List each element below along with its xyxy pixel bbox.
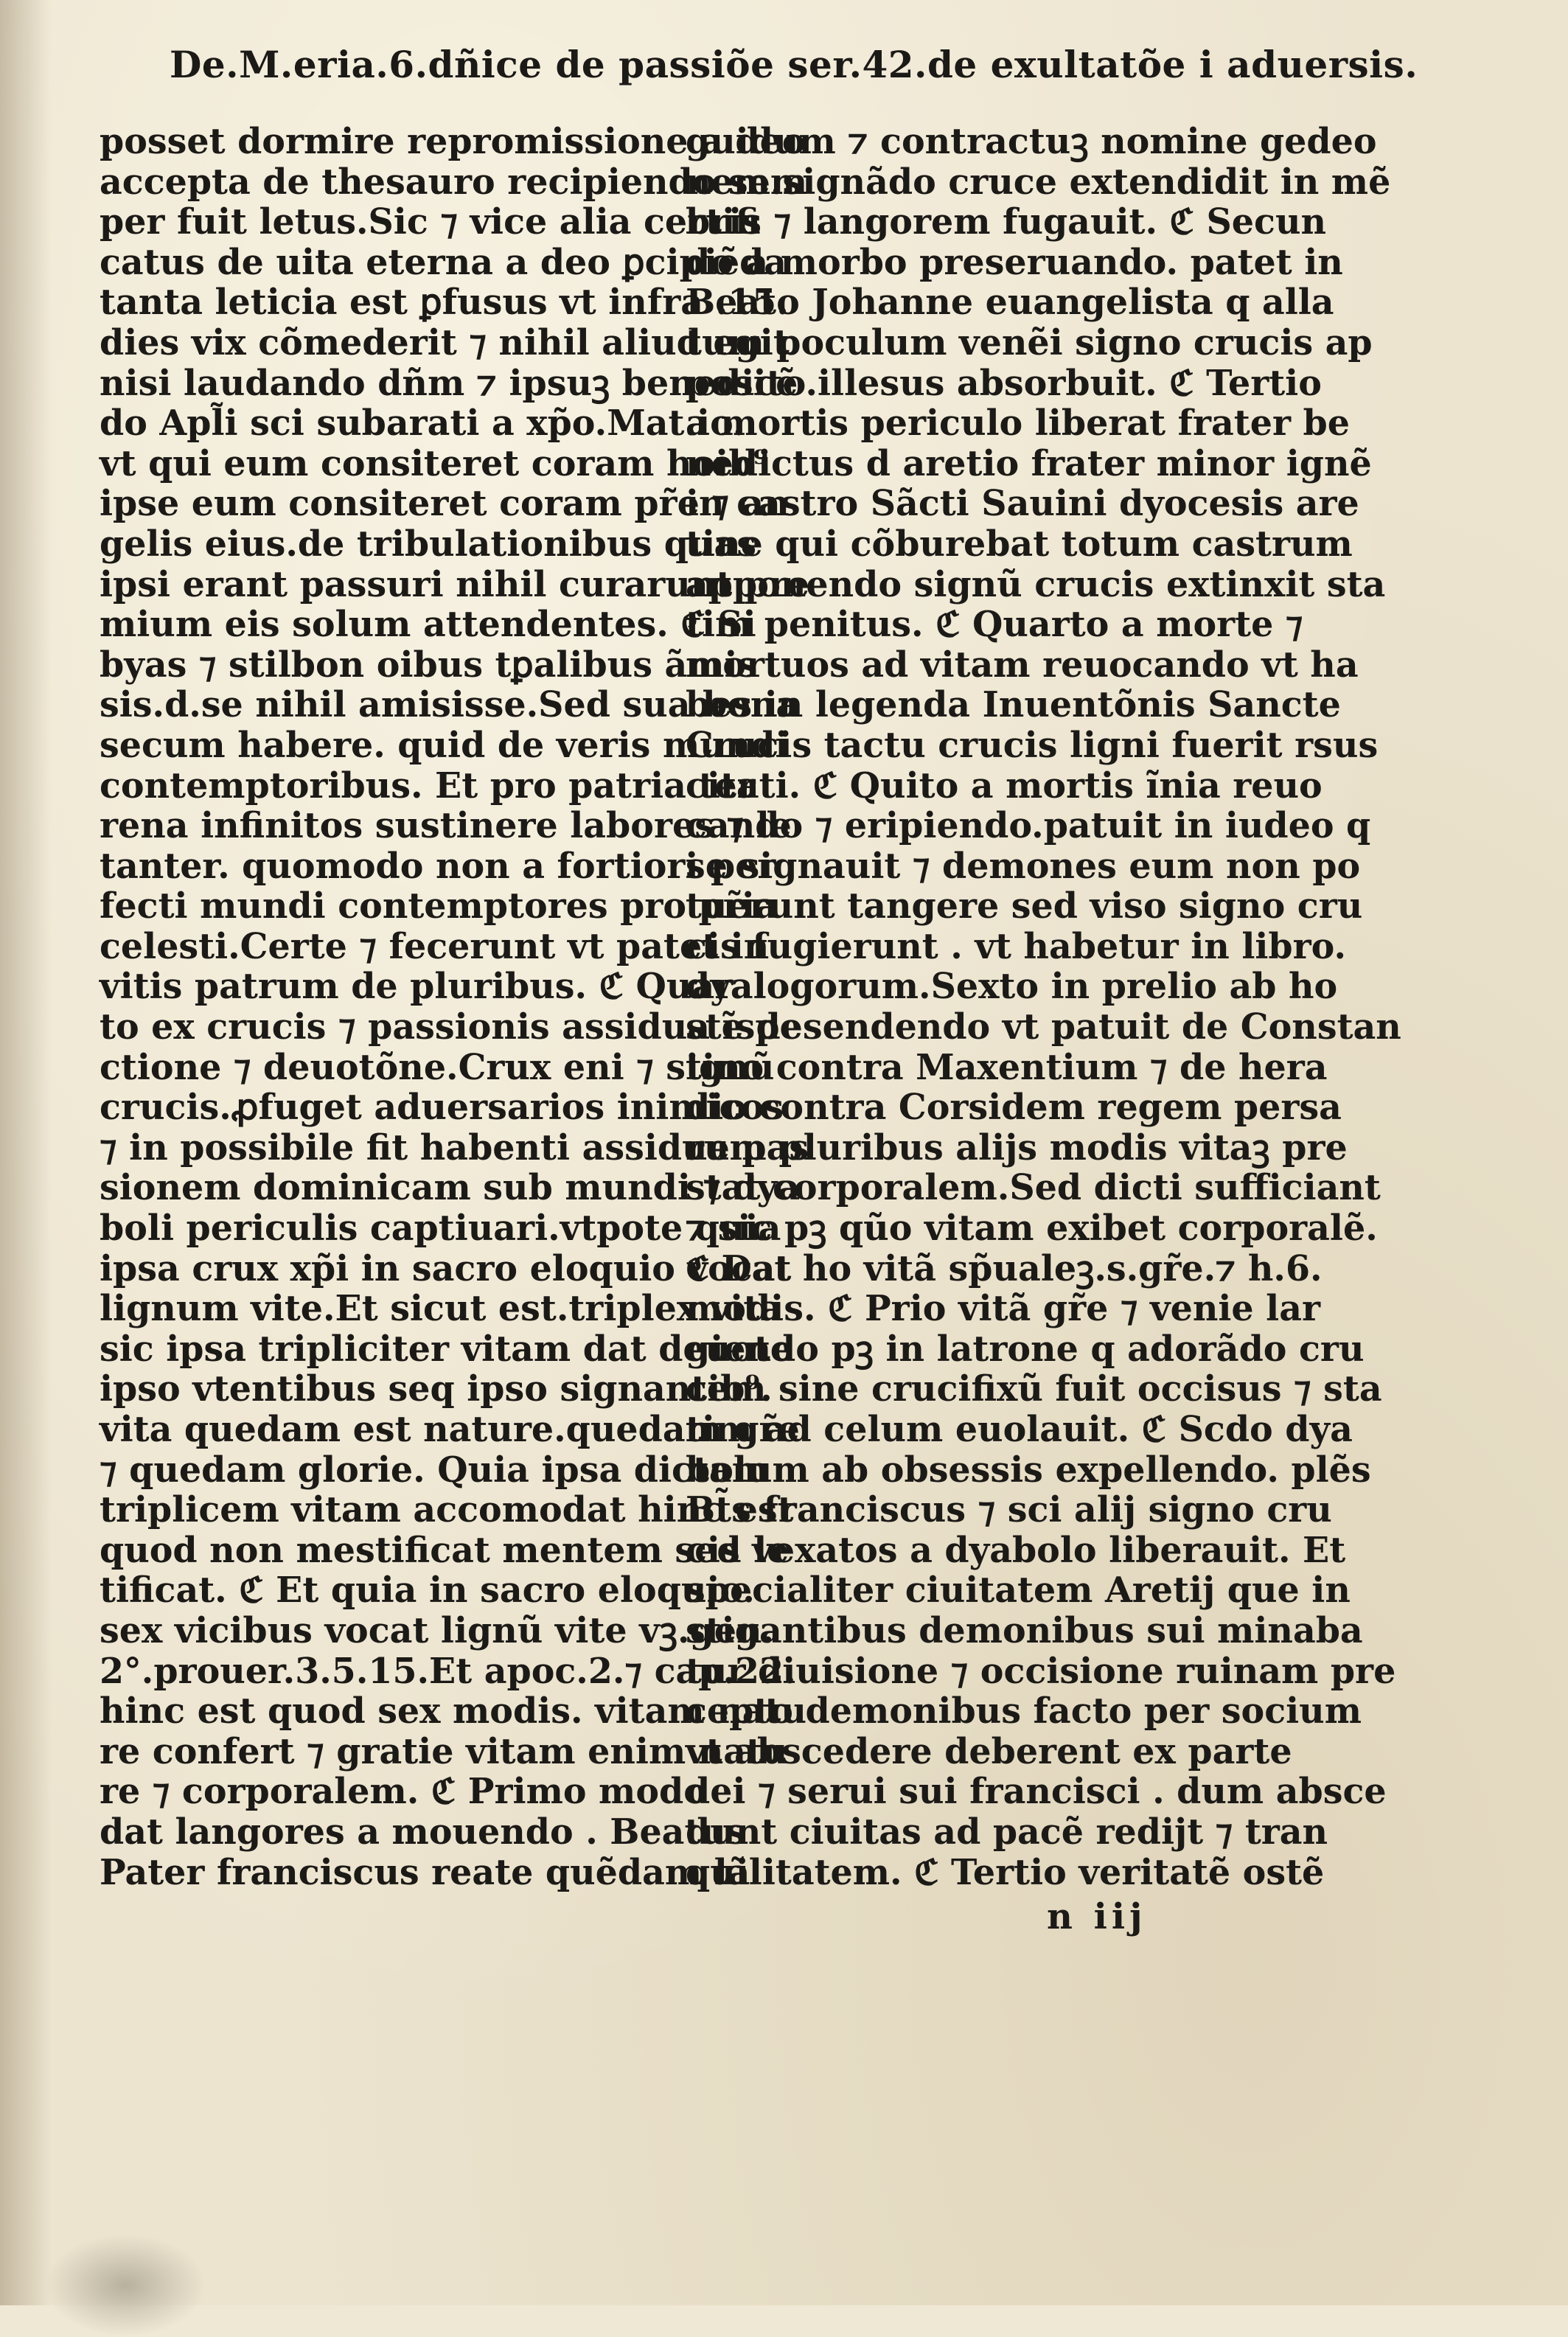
right-column-line: posito.illesus absorbuit. ℭ Tertio bbox=[686, 362, 1322, 404]
left-column-line: nisi laudando dñm ⁊ ipsuꝫ benedicẽ bbox=[100, 362, 798, 404]
right-column-line: cis fugierunt . vt habetur in libro. bbox=[686, 925, 1347, 967]
left-column-line: sionem dominicam sub mundi ⁊ dya bbox=[100, 1167, 801, 1209]
right-column-line: cepto demonibus facto per socium bbox=[686, 1690, 1362, 1732]
left-column-line: posset dormire repromissione a deo bbox=[100, 121, 806, 162]
right-column-line: tum poculum venẽi signo crucis ap bbox=[686, 321, 1373, 363]
right-column-line: bolum ab obsessis expellendo. plẽs bbox=[686, 1449, 1371, 1491]
left-column-line: 2°.prouer.3.5.15.Et apoc.2.⁊ cap.22. bbox=[100, 1650, 796, 1692]
left-text-column bbox=[100, 121, 810, 1893]
right-column-line: ⁊ sic pꝫ qũo vitam exibet corporalẽ. bbox=[686, 1208, 1378, 1250]
right-column-line: nem.signãdo cruce extendidit in mẽ bbox=[686, 161, 1391, 203]
left-column-line: accepta de thesauro recipiendo sem bbox=[100, 161, 808, 203]
left-column-line: sis.d.se nihil amisisse.Sed sua bona bbox=[100, 684, 799, 726]
left-column-line: Pater franciscus reate quẽdam lã bbox=[100, 1851, 750, 1893]
left-column-line: do Apl̃i sci subarati a xp̃o.Mat.io. bbox=[100, 403, 745, 445]
left-column-line: tificat. ℭ Et quia in sacro eloquio. bbox=[100, 1570, 755, 1612]
right-column-line: a mortis periculo liberat frater be bbox=[686, 403, 1350, 445]
left-column-line: boli periculis captiuari.vtpote quia bbox=[100, 1208, 781, 1250]
left-column-line: vita quedam est nature.quedam gr̃e bbox=[100, 1409, 800, 1450]
right-column-line: specialiter ciuitatem Aretij que in bbox=[686, 1570, 1351, 1612]
left-column-line: catus de uita eterna a deo ꝑcipiẽda bbox=[100, 241, 787, 283]
right-column-line: cem sine crucifixũ fuit occisus ⁊ sta bbox=[686, 1368, 1382, 1410]
left-column-line: gelis eius.de tribulationibus quas bbox=[100, 523, 756, 565]
left-column-line: re ⁊ corporalem. ℭ Primo modo bbox=[100, 1771, 707, 1813]
right-column-line: cis vexatos a dyabolo liberauit. Et bbox=[686, 1529, 1346, 1571]
left-column-line: ⁊ quedam glorie. Quia ipsa dictam bbox=[100, 1449, 769, 1491]
right-column-line: ste desendendo vt patuit de Constan bbox=[686, 1006, 1401, 1048]
right-column-line: apponendo signũ crucis extinxit sta bbox=[686, 563, 1386, 605]
left-column-line: mium eis solum attendentes. ℭ Si bbox=[100, 604, 756, 646]
right-column-line: tine qui cõburebat totum castrum bbox=[686, 523, 1353, 565]
right-column-line: in castro Sãcti Sauini dyocesis are bbox=[686, 483, 1359, 525]
left-column-line: triplicem vitam accomodat hinc est bbox=[100, 1489, 794, 1531]
right-column-line: nedictus d aretio frater minor ignẽ bbox=[686, 442, 1372, 484]
right-column-line: stigantibus demonibus sui minaba bbox=[686, 1609, 1363, 1651]
left-column-line: ipso vtentibus seq ipso signantib⁹. bbox=[100, 1368, 773, 1410]
right-column-line: tuerunt tangere sed viso signo cru bbox=[686, 885, 1363, 927]
left-column-line: ipse eum consiteret coram pr̃e ⁊ an bbox=[100, 483, 790, 525]
running-header: De.M.eria.6.dñice de passiõe ser.42.de exultatõe i aduersis. bbox=[170, 43, 1418, 86]
right-column-line: rum pluribus alijs modis vitaꝫ pre bbox=[686, 1126, 1348, 1168]
left-column-line: ipsa crux xp̃i in sacro eloquio vocat bbox=[100, 1247, 792, 1289]
right-column-line: Crucis tactu crucis ligni fuerit rsus bbox=[686, 724, 1379, 766]
right-column-line: modis. ℭ Prio vitã gr̃e ⁊ venie lar bbox=[686, 1288, 1321, 1330]
left-column-line: dat langores a mouendo . Beatus bbox=[100, 1811, 746, 1853]
right-column-line: dunt ciuitas ad pacẽ redijt ⁊ tran bbox=[686, 1811, 1328, 1853]
left-column-line: ipsi erant passuri nihil curarunt pre bbox=[100, 563, 810, 605]
left-column-line: sex vicibus vocat lignũ vite vꝫ.gen. bbox=[100, 1609, 775, 1651]
left-column-line: byas ⁊ stilbon oibus tꝑalibus ãmis bbox=[100, 644, 758, 686]
left-column-line: hinc est quod sex modis. vitam natu bbox=[100, 1690, 806, 1732]
right-column-line: bes in legenda Inuentõnis Sancte bbox=[686, 684, 1341, 726]
right-column-line: tim penitus. ℭ Quarto a morte ⁊ bbox=[686, 604, 1303, 646]
left-column-line: re confert ⁊ gratie vitam enim natu bbox=[100, 1730, 788, 1772]
left-column-line: ctione ⁊ deuotõne.Crux eni ⁊ signũ bbox=[100, 1046, 775, 1088]
right-column-line: tim ad celum euolauit. ℭ Scdo dya bbox=[686, 1409, 1353, 1450]
left-column-line: celesti.Certe ⁊ fecerunt vt patet in bbox=[100, 925, 770, 967]
left-column-line: sic ipsa tripliciter vitam dat deuote bbox=[100, 1328, 793, 1370]
left-column-line: rena infinitos sustinere labores ⁊ le bbox=[100, 805, 792, 847]
page-stain bbox=[44, 2234, 206, 2337]
right-column-line: ℭ Dat ho vitã sp̃ualeꝫ.s.gr̃e.⁊ h.6. bbox=[686, 1247, 1323, 1289]
binding-gutter-shadow bbox=[0, 0, 52, 2305]
left-column-line: per fuit letus.Sic ⁊ vice alia certifi bbox=[100, 201, 761, 243]
left-column-line: crucis.ꝓfuget aduersarios inimicos bbox=[100, 1087, 784, 1129]
right-column-line: guidum ⁊ contractuꝫ nomine gedeo bbox=[686, 121, 1377, 162]
left-column-line: ⁊ in possibile fit habenti assidue pas bbox=[100, 1126, 809, 1168]
right-column-line: stat corporalem.Sed dicti sufficiant bbox=[686, 1167, 1381, 1209]
right-text-column bbox=[686, 121, 1401, 1893]
right-column-line: dyalogorum.Sexto in prelio ab ho bbox=[686, 966, 1338, 1008]
right-column-line: do a morbo preseruando. patet in bbox=[686, 241, 1343, 283]
left-column-line: tanter. quomodo non a fortiori per bbox=[100, 845, 776, 887]
signature-mark: n iij bbox=[1047, 1896, 1147, 1937]
right-column-line: tino contra Maxentium ⁊ de hera bbox=[686, 1046, 1328, 1088]
left-column-line: contemptoribus. Et pro patria ter bbox=[100, 765, 756, 807]
right-column-line: cando ⁊ eripiendo.patuit in iudeo q bbox=[686, 805, 1371, 847]
right-column-line: Beato Johanne euangelista q alla bbox=[686, 282, 1334, 324]
right-column-line: vt abscedere deberent ex parte bbox=[686, 1730, 1292, 1772]
left-column-line: vt qui eum consiteret coram hoib⁹ bbox=[100, 442, 769, 484]
right-column-line: se signauit ⁊ demones eum non po bbox=[686, 845, 1361, 887]
left-column-line: fecti mundi contemptores pro pr̃ia bbox=[100, 885, 778, 927]
left-column-line: tanta leticia est ꝑfusus vt infra .15. bbox=[100, 282, 789, 324]
left-column-line: vitis patrum de pluribus. ℭ Quar bbox=[100, 966, 734, 1008]
left-column-line: dies vix cõmederit ⁊ nihil aliud egit bbox=[100, 321, 790, 363]
right-column-line: citati. ℭ Quito a mortis ĩnia reuo bbox=[686, 765, 1323, 807]
left-column-line: lignum vite.Et sicut est.triplex vita bbox=[100, 1288, 783, 1330]
right-column-line: giendo pꝫ in latrone q adorãdo cru bbox=[686, 1328, 1365, 1370]
right-column-line: mortuos ad vitam reuocando vt ha bbox=[686, 644, 1359, 686]
right-column-line: dei ⁊ serui sui francisci . dum absce bbox=[686, 1771, 1387, 1813]
right-column-line: tur diuisione ⁊ occisione ruinam pre bbox=[686, 1650, 1396, 1692]
right-column-line: quilitatem. ℭ Tertio veritatẽ ostẽ bbox=[686, 1851, 1325, 1893]
right-column-line: Bt̃s franciscus ⁊ sci alij signo cru bbox=[686, 1489, 1332, 1531]
right-column-line: bris ⁊ langorem fugauit. ℭ Secun bbox=[686, 201, 1327, 243]
left-column-line: to ex crucis ⁊ passionis assidua ĩspe bbox=[100, 1006, 802, 1048]
right-column-line: dio contra Corsidem regem persa bbox=[686, 1087, 1342, 1129]
left-column-line: quod non mestificat mentem sed le bbox=[100, 1529, 790, 1571]
left-column-line: secum habere. quid de veris mundi bbox=[100, 724, 789, 766]
